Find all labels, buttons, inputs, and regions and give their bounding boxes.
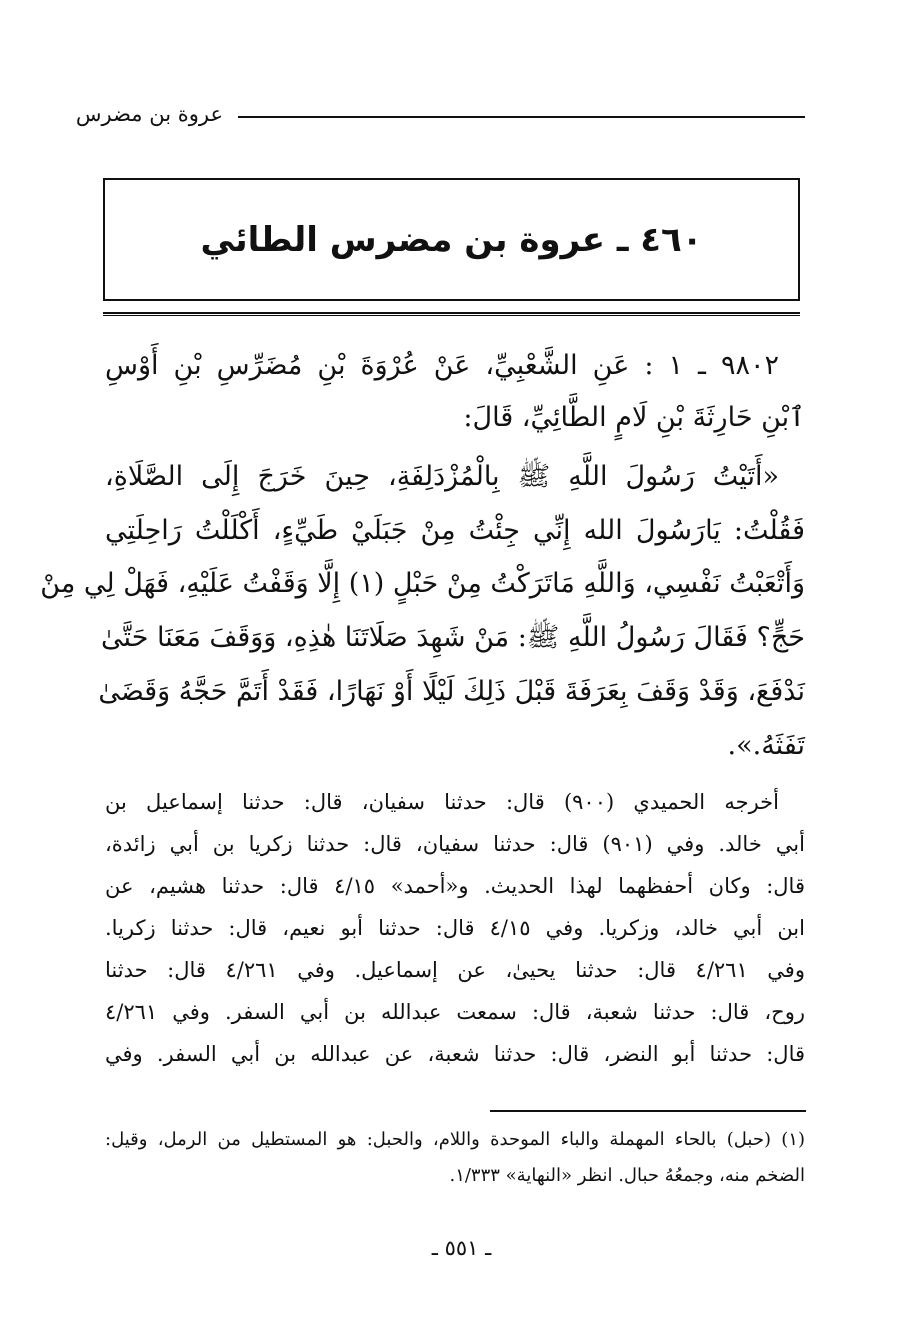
hadith-line: «أَتَيْتُ رَسُولَ اللَّهِ ﷺ بِالْمُزْدَلِفَةِ، حِينَ خَرَجَ إِلَى الصَّلَاةِ، [105, 461, 779, 492]
takhrij-line: أخرجه الحميدي (٩٠٠) قال: حدثنا سفيان، قال: حدثنا إسماعيل بن [105, 790, 779, 814]
running-head-title: عروة بن مضرس [75, 102, 223, 126]
takhrij-line: أبي خالد. وفي (٩٠١) قال: حدثنا سفيان، قال: حدثنا زكريا بن أبي زائدة، [105, 832, 805, 856]
hadith-line: فَقُلْتُ: يَارَسُولَ الله إِنِّي جِئْتُ مِنْ جَبَلَيْ طَيِّءٍ، أَكْلَلْتُ رَاحِلَتِي [105, 515, 805, 546]
entry-title-box [103, 178, 800, 301]
footnote-line: (١) (حبل) بالحاء المهملة والباء الموحدة واللام، والحبل: هو المستطيل من الرمل، وقيل: [105, 1129, 805, 1150]
takhrij-line: وفي ٤/٢٦١ قال: حدثنا يحيىٰ، عن إسماعيل. وفي ٤/٢٦١ قال: حدثنا [105, 958, 805, 982]
hadith-line: وَأَتْعَبْتُ نَفْسِي، وَاللَّهِ مَاتَرَكْتُ مِنْ حَبْلٍ (١) إِلَّا وَقَفْتُ عَلَيْهِ، فَهَلْ لِي مِنْ [40, 568, 805, 599]
footnote-separator [490, 1110, 806, 1112]
takhrij-line: قال: وكان أحفظهما لهذا الحديث. و«أحمد» ٤/١٥ قال: حدثنا هشيم، عن [105, 874, 805, 898]
takhrij-line: قال: حدثنا أبو النضر، قال: حدثنا شعبة، عن عبدالله بن أبي السفر. وفي [105, 1042, 805, 1066]
takhrij-line: روح، قال: حدثنا شعبة، قال: سمعت عبدالله بن أبي السفر. وفي ٤/٢٦١ [105, 1000, 805, 1024]
hadith-line: تَفَثَهُ.». [727, 730, 805, 761]
takhrij-line: ابن أبي خالد، وزكريا. وفي ٤/١٥ قال: حدثنا أبو نعيم، قال: حدثنا زكريا. [105, 916, 805, 940]
hadith-line: حَجٍّ؟ فَقَالَ رَسُولُ اللَّهِ ﷺ: مَنْ شَهِدَ صَلَاتَنَا هٰذِهِ، وَوَقَفَ مَعَنَا حَتَّىٰ [101, 622, 805, 653]
hadith-line: ٱبْنِ حَارِثَةَ بْنِ لَامٍ الطَّائِيِّ، قَالَ: [463, 402, 805, 433]
hadith-line: ٩٨٠٢ ـ ١ : عَنِ الشَّعْبِيِّ، عَنْ عُرْوَةَ بْنِ مُضَرِّسِ بْنِ أَوْسِ [105, 350, 780, 381]
running-head-rule [238, 116, 805, 118]
entry-title: ٤٦٠ ـ عروة بن مضرس الطائي [200, 219, 703, 260]
hadith-line: نَدْفَعَ، وَقَدْ وَقَفَ بِعَرَفَةَ قَبْلَ ذَلِكَ لَيْلًا أَوْ نَهَارًا، فَقَدْ أَتَمَّ حَجَّهُ وَقَضَىٰ [98, 676, 805, 707]
page-number: ـ ٥٥١ ـ [431, 1236, 492, 1260]
running-head [75, 100, 805, 136]
footnote-line: الضخم منه، وجمعُهُ حبال. انظر «النهاية» ١/٣٣٣. [449, 1165, 805, 1186]
title-divider [103, 312, 800, 316]
